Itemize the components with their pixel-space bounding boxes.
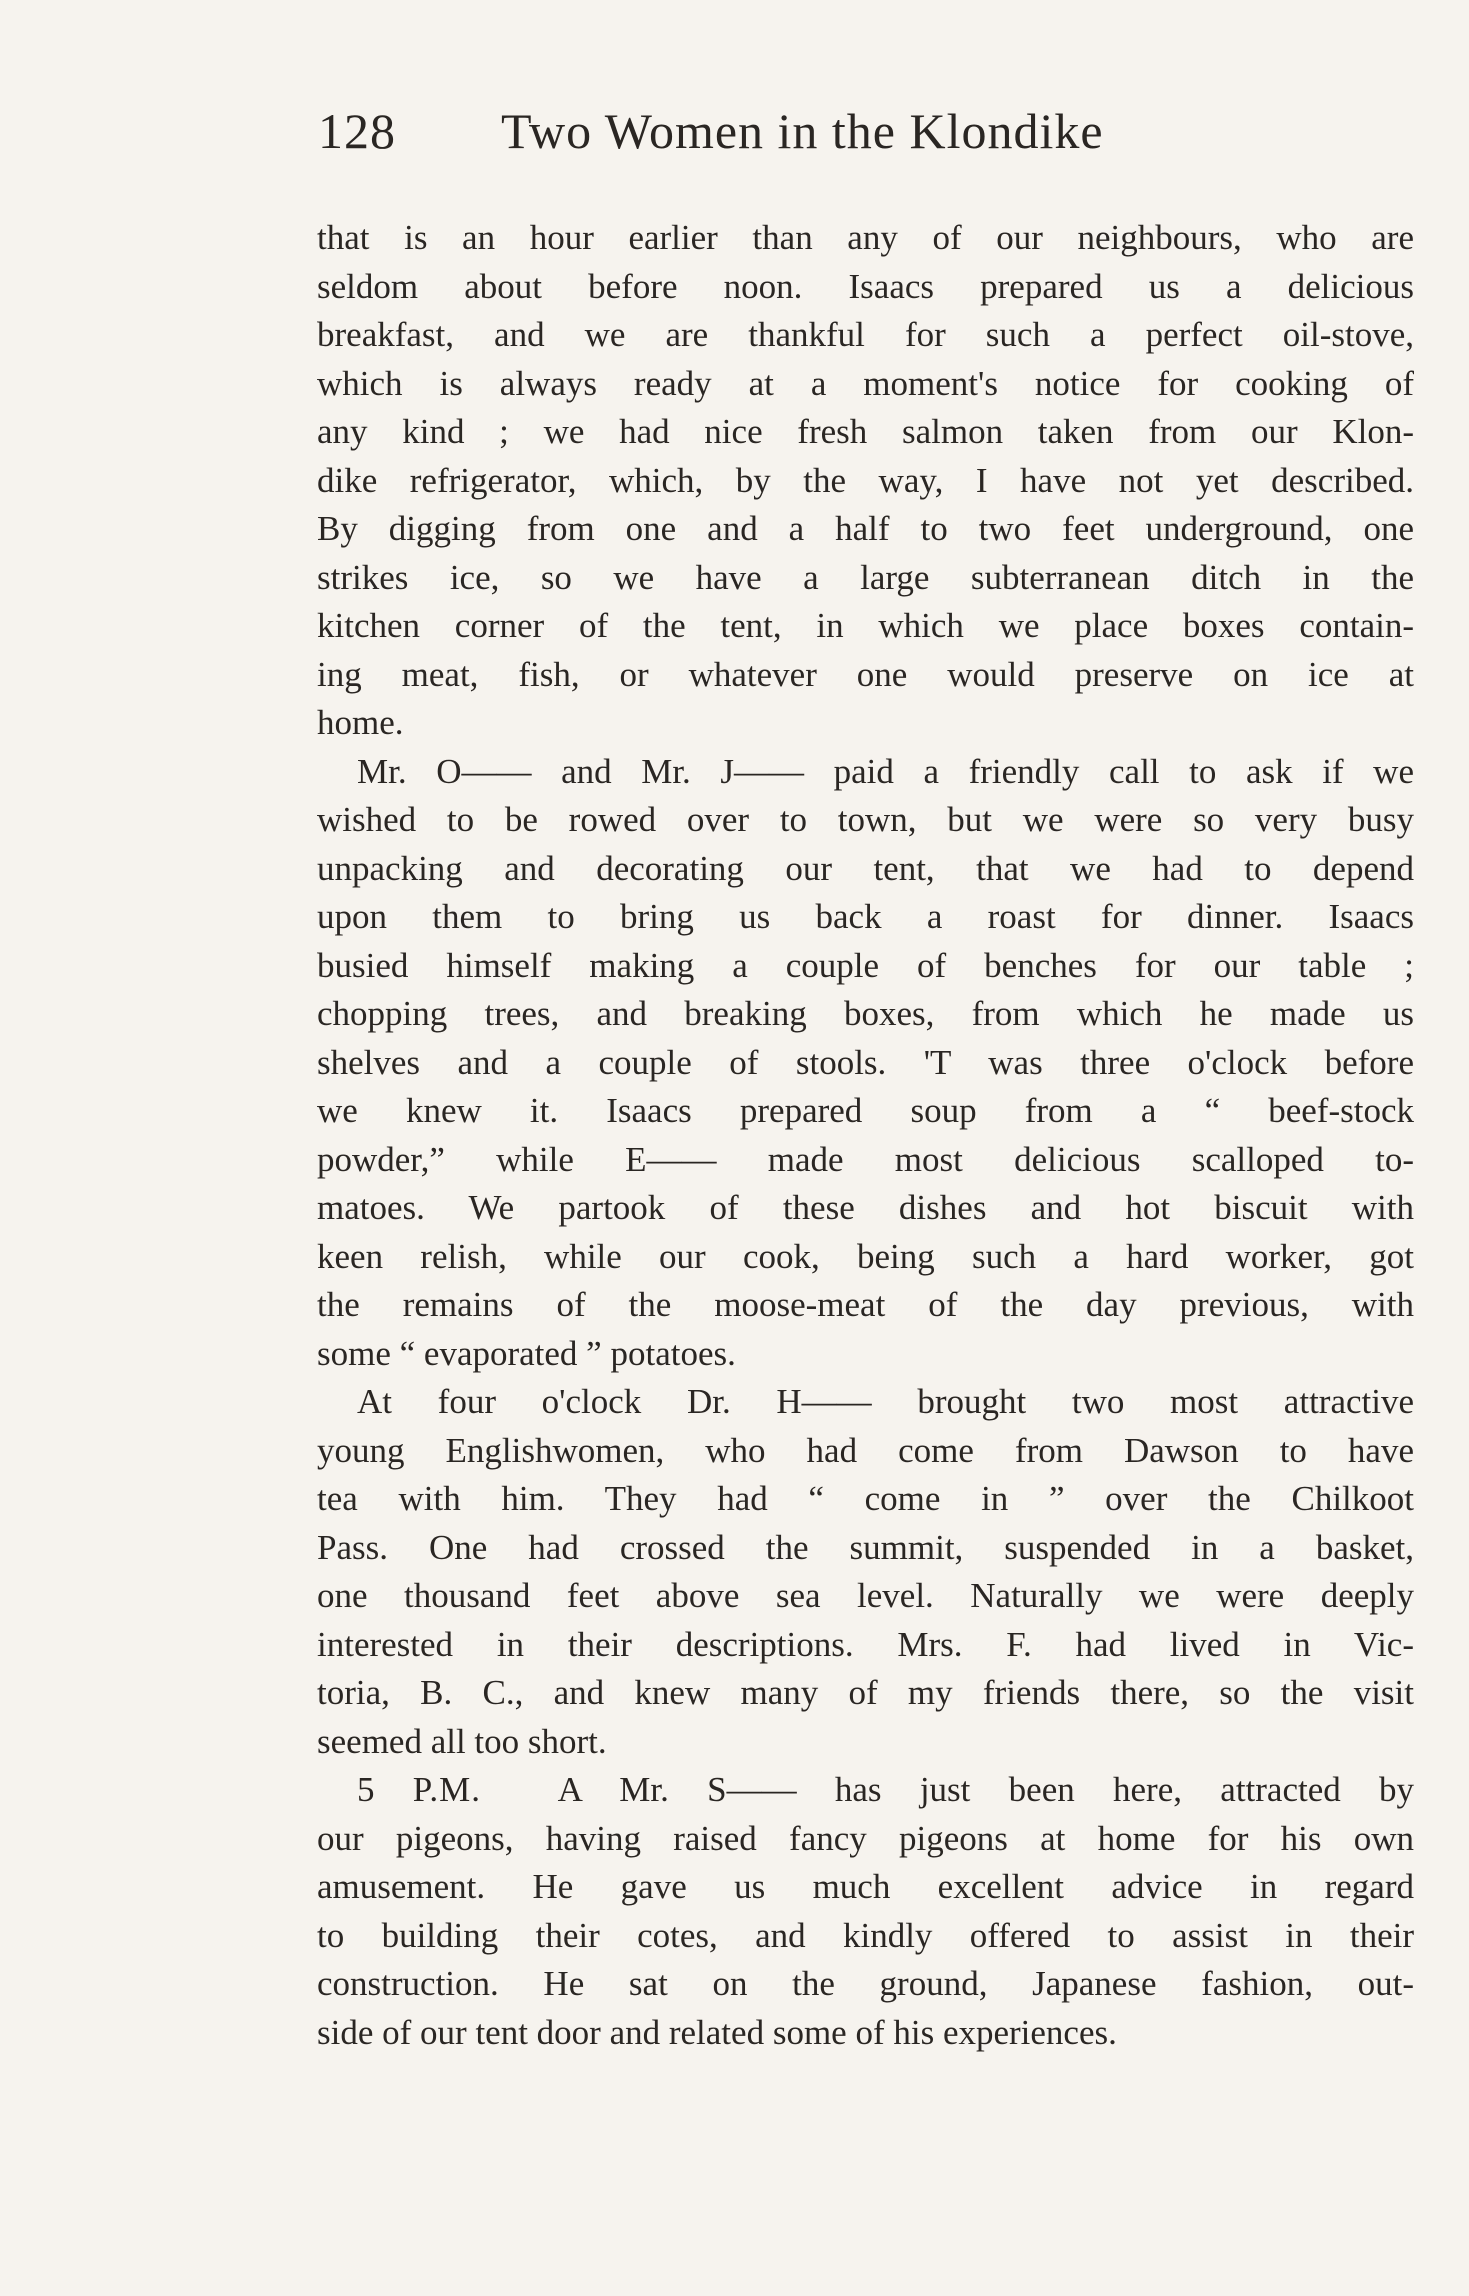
text-line: wished to be rowed over to town, but we were so very busy — [317, 800, 1414, 839]
time-meridiem: P.M. — [412, 1770, 482, 1809]
text-line — [317, 1766, 1414, 1815]
text-line: the remains of the moose-meat of the day previous, with — [317, 1285, 1414, 1324]
text-line: upon them to bring us back a roast for dinner. Isaacs — [317, 897, 1414, 936]
text-line: unpacking and decorating our tent, that we had to depend — [317, 848, 1414, 888]
running-title: Two Women in the Klondike — [501, 103, 1104, 159]
text-line: By digging from one and a half to two feet underground, one — [317, 509, 1414, 548]
text-line: we knew it. Isaacs prepared soup from a “ beef-stock — [317, 1091, 1414, 1130]
text-line: shelves and a couple of stools. 'T was three o'clock before — [317, 1042, 1414, 1082]
text-line: which is always ready at a moment's notice for cooking of — [317, 363, 1414, 403]
text-line: At four o'clock Dr. H—— brought two most attractive — [357, 1382, 1414, 1421]
text-line: tea with him. They had “ come in ” over the Chilkoot — [317, 1479, 1414, 1518]
text-line: kitchen corner of the tent, in which we place boxes contain- — [317, 606, 1414, 645]
text-line: toria, B. C., and knew many of my friends there, so the visit — [317, 1673, 1414, 1712]
text-line: chopping trees, and breaking boxes, from which he made us — [317, 994, 1414, 1033]
text-line: home. — [317, 703, 404, 742]
page-number: 128 — [318, 103, 396, 159]
text-line: seemed all too short. — [317, 1721, 607, 1761]
running-head — [318, 96, 1248, 166]
text-line: one thousand feet above sea level. Naturally we were deeply — [317, 1576, 1414, 1615]
text-line: ing meat, fish, or whatever one would preserve on ice at — [317, 654, 1414, 694]
text-line: dike refrigerator, which, by the way, I have not yet described. — [317, 460, 1414, 500]
text-line: side of our tent door and related some of his experiences. — [317, 2012, 1117, 2052]
text-line: Mr. O—— and Mr. J—— paid a friendly call to ask if we — [357, 751, 1414, 791]
text-line: seldom about before noon. Isaacs prepared us a delicious — [317, 266, 1414, 306]
text-line: that is an hour earlier than any of our neighbours, who are — [317, 218, 1414, 257]
text-line: keen relish, while our cook, being such a hard worker, got — [317, 1236, 1414, 1276]
text-line: some “ evaporated ” potatoes. — [317, 1333, 736, 1373]
time-number: 5 — [357, 1770, 375, 1809]
text-line: to building their cotes, and kindly offered to assist in their — [317, 1915, 1414, 1955]
text-line: busied himself making a couple of benches for our table ; — [317, 945, 1414, 985]
text-line: strikes ice, so we have a large subterranean ditch in the — [317, 557, 1414, 597]
text-line: breakfast, and we are thankful for such a perfect oil-stove, — [317, 315, 1414, 354]
text-line: Pass. One had crossed the summit, suspended in a basket, — [317, 1527, 1414, 1567]
text-line: powder,” while E—— made most delicious scalloped to- — [317, 1139, 1414, 1179]
text-line: amusement. He gave us much excellent advice in regard — [317, 1867, 1414, 1906]
text-line-rest: has just been here, attracted by — [834, 1770, 1414, 1809]
text-line: construction. He sat on the ground, Japanese fashion, out- — [317, 1964, 1414, 2003]
text-line: young Englishwomen, who had come from Dawson to have — [317, 1430, 1414, 1470]
text-line: interested in their descriptions. Mrs. F. had lived in Vic- — [317, 1624, 1414, 1664]
time-lead-text: A Mr. S—— — [557, 1770, 797, 1809]
text-line: our pigeons, having raised fancy pigeons at home for his own — [317, 1818, 1414, 1858]
text-line: any kind ; we had nice fresh salmon taken from our Klon- — [317, 412, 1414, 451]
text-line: matoes. We partook of these dishes and hot biscuit with — [317, 1188, 1414, 1227]
body-text — [317, 214, 1414, 2057]
